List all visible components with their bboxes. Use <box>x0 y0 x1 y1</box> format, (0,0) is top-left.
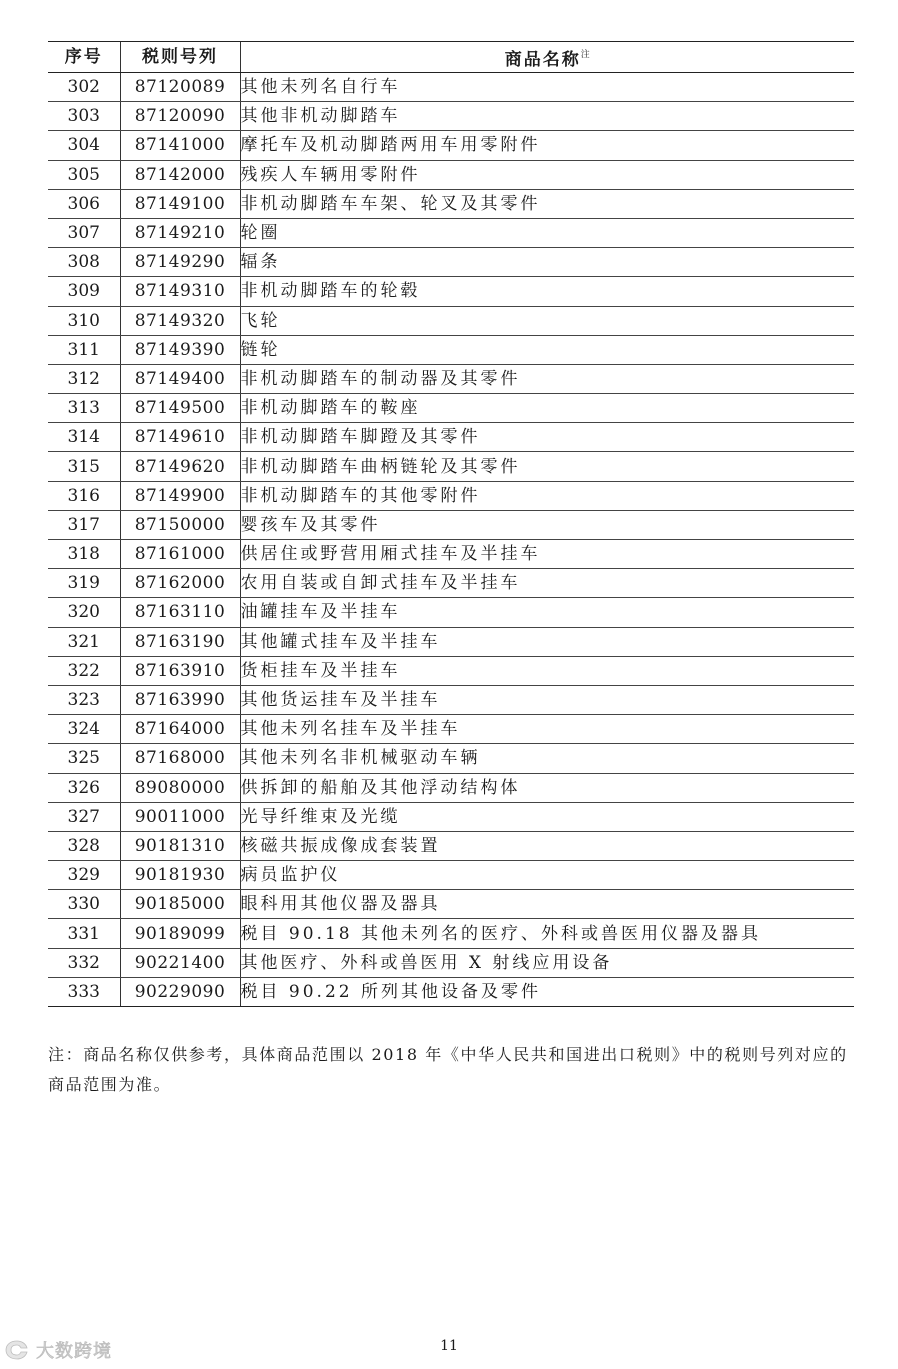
cell-tariff-code: 87120089 <box>120 73 240 102</box>
table-row <box>48 715 854 744</box>
header-product-name-label: 商品名称 <box>504 49 581 70</box>
table-row <box>48 131 854 160</box>
cell-tariff-code: 87162000 <box>120 569 240 598</box>
cell-index: 316 <box>48 481 120 510</box>
table-row <box>48 744 854 773</box>
cell-product-name: 其他未列名自行车 <box>240 73 854 102</box>
cell-tariff-code: 87149620 <box>120 452 240 481</box>
cell-product-name: 税目 90.22 所列其他设备及零件 <box>240 977 854 1006</box>
cell-tariff-code: 90185000 <box>120 890 240 919</box>
table-row <box>48 423 854 452</box>
table-row <box>48 919 854 948</box>
cell-index: 314 <box>48 423 120 452</box>
cell-index: 302 <box>48 73 120 102</box>
tariff-table <box>48 41 854 1007</box>
cell-tariff-code: 87163910 <box>120 656 240 685</box>
cell-tariff-code: 87149500 <box>120 394 240 423</box>
cell-index: 312 <box>48 364 120 393</box>
cell-product-name: 非机动脚踏车的轮毂 <box>240 277 854 306</box>
table-body <box>48 73 854 1007</box>
cell-tariff-code: 87161000 <box>120 540 240 569</box>
cell-product-name: 供居住或野营用厢式挂车及半挂车 <box>240 540 854 569</box>
cell-product-name: 残疾人车辆用零附件 <box>240 160 854 189</box>
cell-tariff-code: 87141000 <box>120 131 240 160</box>
cell-product-name: 非机动脚踏车的鞍座 <box>240 394 854 423</box>
table-row <box>48 948 854 977</box>
cell-tariff-code: 87149210 <box>120 218 240 247</box>
cell-index: 310 <box>48 306 120 335</box>
table-row <box>48 656 854 685</box>
table-row <box>48 218 854 247</box>
cell-index: 320 <box>48 598 120 627</box>
table-row <box>48 831 854 860</box>
cell-index: 308 <box>48 248 120 277</box>
table-row <box>48 394 854 423</box>
table-row <box>48 890 854 919</box>
table-row <box>48 977 854 1006</box>
cell-tariff-code: 90189099 <box>120 919 240 948</box>
cell-tariff-code: 87149900 <box>120 481 240 510</box>
cell-tariff-code: 90221400 <box>120 948 240 977</box>
cell-tariff-code: 87163110 <box>120 598 240 627</box>
cell-index: 315 <box>48 452 120 481</box>
header-index: 序号 <box>48 42 120 73</box>
table-row <box>48 277 854 306</box>
cell-product-name: 其他未列名非机械驱动车辆 <box>240 744 854 773</box>
cell-product-name: 核磁共振成像成套装置 <box>240 831 854 860</box>
cell-tariff-code: 87149320 <box>120 306 240 335</box>
table-row <box>48 802 854 831</box>
cell-product-name: 眼科用其他仪器及器具 <box>240 890 854 919</box>
cell-product-name: 其他罐式挂车及半挂车 <box>240 627 854 656</box>
cell-product-name: 其他未列名挂车及半挂车 <box>240 715 854 744</box>
table-row <box>48 452 854 481</box>
cell-index: 319 <box>48 569 120 598</box>
footnote-mark: 注 <box>580 49 590 60</box>
table-row <box>48 189 854 218</box>
cell-tariff-code: 87149400 <box>120 364 240 393</box>
cell-product-name: 其他医疗、外科或兽医用 X 射线应用设备 <box>240 948 854 977</box>
cell-index: 317 <box>48 510 120 539</box>
cell-index: 325 <box>48 744 120 773</box>
cell-product-name: 链轮 <box>240 335 854 364</box>
cell-product-name: 非机动脚踏车车架、轮叉及其零件 <box>240 189 854 218</box>
cell-product-name: 非机动脚踏车的制动器及其零件 <box>240 364 854 393</box>
page-number: 11 <box>440 1338 458 1354</box>
cell-index: 330 <box>48 890 120 919</box>
table-row <box>48 102 854 131</box>
table-row <box>48 73 854 102</box>
table-row <box>48 160 854 189</box>
cell-index: 332 <box>48 948 120 977</box>
cell-index: 304 <box>48 131 120 160</box>
watermark-text: 大数跨境 <box>36 1341 112 1362</box>
cell-tariff-code: 87120090 <box>120 102 240 131</box>
cell-product-name: 辐条 <box>240 248 854 277</box>
cell-tariff-code: 87164000 <box>120 715 240 744</box>
table-row <box>48 540 854 569</box>
cell-product-name: 非机动脚踏车曲柄链轮及其零件 <box>240 452 854 481</box>
cell-index: 309 <box>48 277 120 306</box>
cell-tariff-code: 90181930 <box>120 861 240 890</box>
cell-index: 327 <box>48 802 120 831</box>
cell-index: 307 <box>48 218 120 247</box>
table-row <box>48 510 854 539</box>
table-row <box>48 861 854 890</box>
cell-index: 313 <box>48 394 120 423</box>
cell-tariff-code: 87149310 <box>120 277 240 306</box>
cell-index: 306 <box>48 189 120 218</box>
cell-tariff-code: 87163990 <box>120 685 240 714</box>
cell-tariff-code: 87150000 <box>120 510 240 539</box>
cell-tariff-code: 87149100 <box>120 189 240 218</box>
table-row <box>48 364 854 393</box>
header-tariff-code: 税则号列 <box>120 42 240 73</box>
table-row <box>48 627 854 656</box>
cell-tariff-code: 90229090 <box>120 977 240 1006</box>
cell-index: 324 <box>48 715 120 744</box>
cell-index: 333 <box>48 977 120 1006</box>
cell-product-name: 其他货运挂车及半挂车 <box>240 685 854 714</box>
cell-index: 331 <box>48 919 120 948</box>
footnote: 注：商品名称仅供参考，具体商品范围以 2018 年《中华人民共和国进出口税则》中的税则号列对应的商品范围为准。 <box>48 1045 848 1094</box>
cell-index: 311 <box>48 335 120 364</box>
table-row <box>48 335 854 364</box>
cell-tariff-code: 90181310 <box>120 831 240 860</box>
cell-index: 322 <box>48 656 120 685</box>
header-product-name <box>240 42 854 73</box>
table-row <box>48 481 854 510</box>
table-row <box>48 773 854 802</box>
cell-product-name: 轮圈 <box>240 218 854 247</box>
table-row <box>48 598 854 627</box>
cell-product-name: 油罐挂车及半挂车 <box>240 598 854 627</box>
cell-product-name: 货柜挂车及半挂车 <box>240 656 854 685</box>
cell-tariff-code: 87149390 <box>120 335 240 364</box>
cell-product-name: 光导纤维束及光缆 <box>240 802 854 831</box>
cell-tariff-code: 87168000 <box>120 744 240 773</box>
cell-product-name: 飞轮 <box>240 306 854 335</box>
cell-index: 305 <box>48 160 120 189</box>
table-row <box>48 306 854 335</box>
cell-tariff-code: 87163190 <box>120 627 240 656</box>
cell-product-name: 税目 90.18 其他未列名的医疗、外科或兽医用仪器及器具 <box>240 919 854 948</box>
cell-product-name: 其他非机动脚踏车 <box>240 102 854 131</box>
cell-tariff-code: 90011000 <box>120 802 240 831</box>
cell-index: 329 <box>48 861 120 890</box>
cell-tariff-code: 87142000 <box>120 160 240 189</box>
table-header <box>48 42 854 73</box>
cell-index: 323 <box>48 685 120 714</box>
cell-index: 326 <box>48 773 120 802</box>
table-row <box>48 248 854 277</box>
cell-product-name: 非机动脚踏车脚蹬及其零件 <box>240 423 854 452</box>
cell-index: 318 <box>48 540 120 569</box>
cell-tariff-code: 87149290 <box>120 248 240 277</box>
cell-tariff-code: 89080000 <box>120 773 240 802</box>
table-row <box>48 685 854 714</box>
cell-index: 321 <box>48 627 120 656</box>
cell-product-name: 非机动脚踏车的其他零附件 <box>240 481 854 510</box>
cell-product-name: 农用自装或自卸式挂车及半挂车 <box>240 569 854 598</box>
header-row <box>48 42 854 73</box>
cell-product-name: 摩托车及机动脚踏两用车用零附件 <box>240 131 854 160</box>
cell-index: 303 <box>48 102 120 131</box>
cell-index: 328 <box>48 831 120 860</box>
cell-product-name: 婴孩车及其零件 <box>240 510 854 539</box>
cell-product-name: 病员监护仪 <box>240 861 854 890</box>
cell-tariff-code: 87149610 <box>120 423 240 452</box>
table-row <box>48 569 854 598</box>
cell-product-name: 供拆卸的船舶及其他浮动结构体 <box>240 773 854 802</box>
